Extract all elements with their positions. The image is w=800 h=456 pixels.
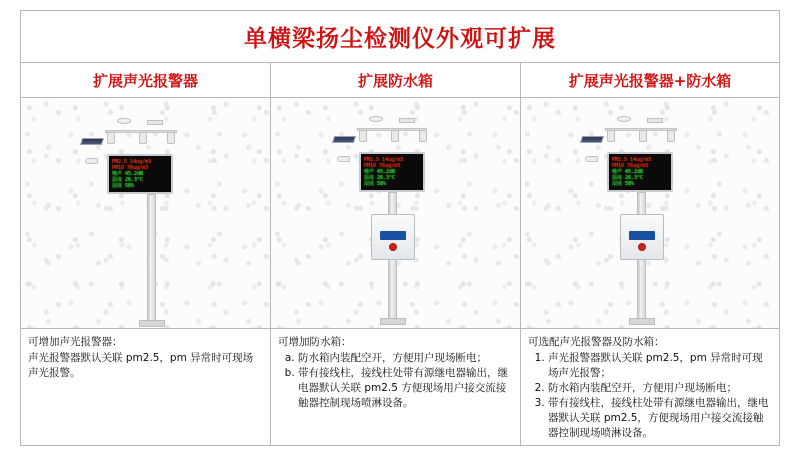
led-line-4: 温度 26.3°C <box>364 175 396 182</box>
list-item: b. 带有接线柱，接线柱处带有源继电器输出，继电器默认关联 pm2.5 方便现场用户接交流接触器控制现场喷淋设备。 <box>298 366 513 411</box>
wind-cup-sensor-icon <box>369 116 383 122</box>
box-indicator-light <box>638 243 646 251</box>
waterproof-box <box>371 214 415 260</box>
weather-sensor-icon <box>419 130 427 142</box>
dust-sensor-icon <box>359 130 367 142</box>
weather-sensor-icon <box>167 132 175 144</box>
description-cell-3 <box>521 329 779 445</box>
column-header-1: 扩展声光报警器 <box>21 63 271 98</box>
column-header-2: 扩展防水箱 <box>271 63 521 98</box>
support-pole <box>147 194 156 322</box>
led-line-5: 湿度 58% <box>612 181 635 188</box>
list-item: 2. 防水箱内装配空开，方便用户现场断电； <box>548 381 772 396</box>
led-line-3: 噪声 45.2dB <box>612 169 644 176</box>
noise-sensor-icon <box>639 130 647 142</box>
led-line-1: PM2.5 14ug/m3 <box>112 159 152 166</box>
description-lead-1: 可增加声光报警器： <box>28 336 123 348</box>
description-lead-3: 可选配声光报警器及防水箱： <box>528 336 665 348</box>
led-line-3: 噪声 45.2dB <box>112 171 144 178</box>
wind-vane-sensor-icon <box>147 120 163 125</box>
product-photo-alarm-and-box <box>521 98 779 328</box>
description-row <box>21 329 779 445</box>
device-illustration-2 <box>271 98 520 328</box>
led-display-screen <box>107 154 173 194</box>
solar-panel-icon <box>80 138 104 145</box>
led-display-screen <box>607 152 673 192</box>
wind-cup-sensor-icon <box>617 116 631 122</box>
solar-panel-icon <box>580 136 604 143</box>
led-line-4: 温度 26.3°C <box>612 175 644 182</box>
description-cell-2 <box>271 329 521 445</box>
wind-cup-sensor-icon <box>117 118 131 124</box>
dust-sensor-icon <box>107 132 115 144</box>
description-lead-2: 可增加防水箱： <box>278 336 352 348</box>
led-line-1: PM2.5 14ug/m3 <box>612 157 652 164</box>
wind-vane-sensor-icon <box>647 118 663 123</box>
led-line-2: PM10 76ug/m3 <box>364 163 401 170</box>
description-body-1: 声光报警器默认关联 pm2.5，pm 异常时可现场声光报警。 <box>28 352 254 379</box>
column-header-3: 扩展声光报警器+防水箱 <box>568 71 732 90</box>
comparison-table <box>20 10 780 446</box>
led-line-2: PM10 76ug/m3 <box>112 165 149 172</box>
waterproof-box <box>620 214 664 260</box>
box-brand-label <box>629 231 655 240</box>
noise-sensor-icon <box>139 132 147 144</box>
pole-base <box>139 320 165 327</box>
product-photo-waterproof-box <box>271 98 521 328</box>
camera-icon <box>585 156 598 162</box>
page-title: 单横梁扬尘检测仪外观可扩展 <box>244 25 556 52</box>
list-item: 1. 声光报警器默认关联 pm2.5，pm 异常时可现场声光报警； <box>548 351 772 381</box>
dust-sensor-icon <box>607 130 615 142</box>
camera-icon <box>85 158 98 164</box>
led-display-screen <box>359 152 425 192</box>
device-illustration-1 <box>21 98 270 328</box>
description-cell-1 <box>21 329 271 445</box>
description-list-2 <box>278 351 513 411</box>
title-row <box>21 11 779 63</box>
led-line-3: 噪声 45.2dB <box>364 169 396 176</box>
led-line-5: 湿度 58% <box>112 183 135 190</box>
product-image-row <box>21 98 779 329</box>
list-item: 3. 带有接线柱，接线柱处带有源继电器输出，继电器默认关联 pm2.5，方便现场用户接交流接触器控制现场喷淋设备。 <box>548 396 772 441</box>
list-item: a. 防水箱内装配空开，方便用户现场断电； <box>298 351 513 366</box>
pole-base <box>380 318 406 325</box>
description-list-3 <box>528 351 772 441</box>
weather-sensor-icon <box>667 130 675 142</box>
led-line-5: 湿度 58% <box>364 181 387 188</box>
pole-base <box>629 318 655 325</box>
led-line-4: 温度 26.3°C <box>112 177 144 184</box>
wind-vane-sensor-icon <box>399 118 415 123</box>
column-header-row <box>21 63 779 99</box>
noise-sensor-icon <box>391 130 399 142</box>
box-brand-label <box>380 231 406 240</box>
device-illustration-3 <box>521 98 779 328</box>
camera-icon <box>337 156 350 162</box>
led-line-2: PM10 76ug/m3 <box>612 163 649 170</box>
product-photo-alarm <box>21 98 271 328</box>
box-indicator-light <box>389 243 397 251</box>
solar-panel-icon <box>332 136 356 143</box>
led-line-1: PM2.5 14ug/m3 <box>364 157 404 164</box>
